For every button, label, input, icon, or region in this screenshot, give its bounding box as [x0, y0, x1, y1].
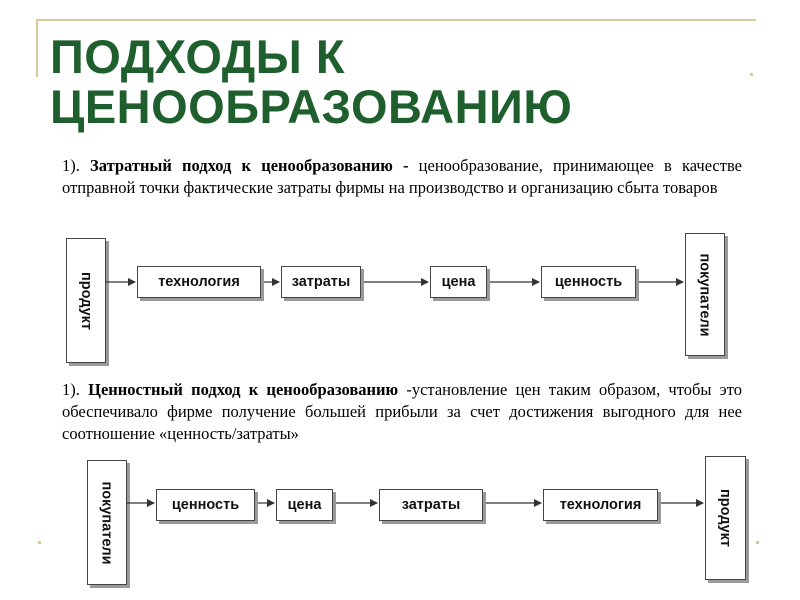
flow2-node-technology: технология [543, 489, 658, 521]
title-line-2: ЦЕНООБРАЗОВАНИЮ [50, 80, 573, 133]
section-1-text: ценообразование, принимающее в качестве отправной точки фактические затраты фирмы на производство и организацию сбыта товаров [62, 156, 742, 197]
flow2-node-buyers: покупатели [87, 460, 127, 585]
flow2-node-value: ценность [156, 489, 255, 521]
flow1-node-technology: технология [137, 266, 261, 298]
flow1-node-buyers: покупатели [685, 233, 725, 356]
section-2-number: 1). [62, 380, 80, 399]
section-2-text: -установление цен таким образом, чтобы это обеспечивало фирме получение большей прибыли за счет достижения выгодного для нее соотношение «ценность/затраты» [62, 380, 743, 443]
section-1-number: 1). [62, 156, 80, 175]
section-1-heading: Затратный подход к ценообразованию - [90, 156, 409, 175]
flow1-node-price: цена [430, 266, 487, 298]
flow2-node-costs: затраты [379, 489, 483, 521]
flow2-node-product: продукт [705, 456, 746, 580]
section-2-heading: Ценностный подход к ценообразованию [88, 380, 399, 399]
flow1-node-costs: затраты [281, 266, 361, 298]
flow1-node-product: продукт [66, 238, 106, 363]
title-line-1: ПОДХОДЫ К [50, 30, 346, 83]
flow1-node-value: ценность [541, 266, 636, 298]
flow2-node-price: цена [276, 489, 333, 521]
